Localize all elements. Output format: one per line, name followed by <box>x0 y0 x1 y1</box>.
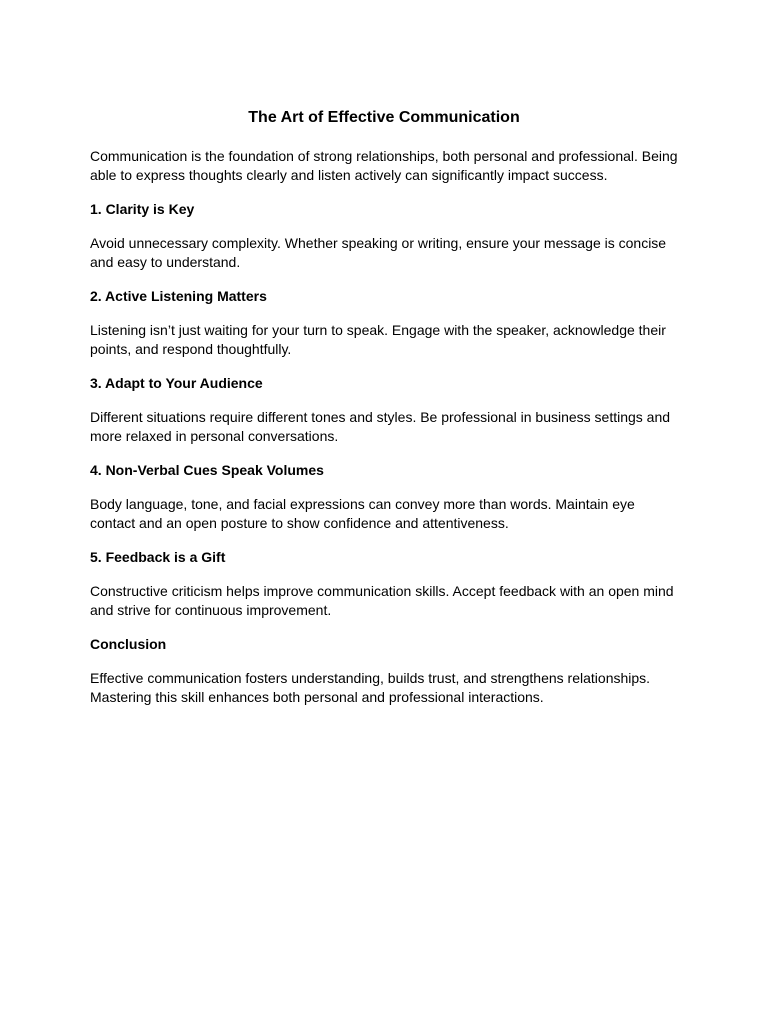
section-body: Different situations require different tones and styles. Be professional in business settings and more relaxed in personal conversations. <box>90 409 671 444</box>
section-feedback <box>90 548 678 620</box>
section-active-listening <box>90 287 678 359</box>
section-body: Effective communication fosters understanding, builds trust, and strengthens relationships. Mastering this skill enhances both personal and professional interactions. <box>90 670 651 705</box>
section-heading: 4. Non-Verbal Cues Speak Volumes <box>90 462 324 478</box>
section-heading: 2. Active Listening Matters <box>90 288 267 304</box>
document-title: The Art of Effective Communication <box>248 109 520 126</box>
section-heading: Conclusion <box>90 636 167 652</box>
section-body: Listening isn’t just waiting for your turn to speak. Engage with the speaker, acknowledge their points, and respond thoughtfully. <box>90 322 666 357</box>
section-body: Constructive criticism helps improve communication skills. Accept feedback with an open mind and strive for continuous improvement. <box>90 583 674 618</box>
section-clarity <box>90 200 678 272</box>
section-body: Body language, tone, and facial expressions can convey more than words. Maintain eye contact and an open posture to show confidence and attentiveness. <box>90 496 635 531</box>
section-heading: 5. Feedback is a Gift <box>90 549 226 565</box>
section-body: Avoid unnecessary complexity. Whether speaking or writing, ensure your message is concise and easy to understand. <box>90 235 667 270</box>
section-heading: 3. Adapt to Your Audience <box>90 375 263 391</box>
section-audience <box>90 374 678 446</box>
section-conclusion <box>90 635 678 707</box>
section-heading: 1. Clarity is Key <box>90 201 195 217</box>
intro-paragraph: Communication is the foundation of strong relationships, both personal and professional. Being able to express thoughts clearly and listen actively can significantly impact success. <box>90 148 678 183</box>
section-non-verbal <box>90 461 678 533</box>
